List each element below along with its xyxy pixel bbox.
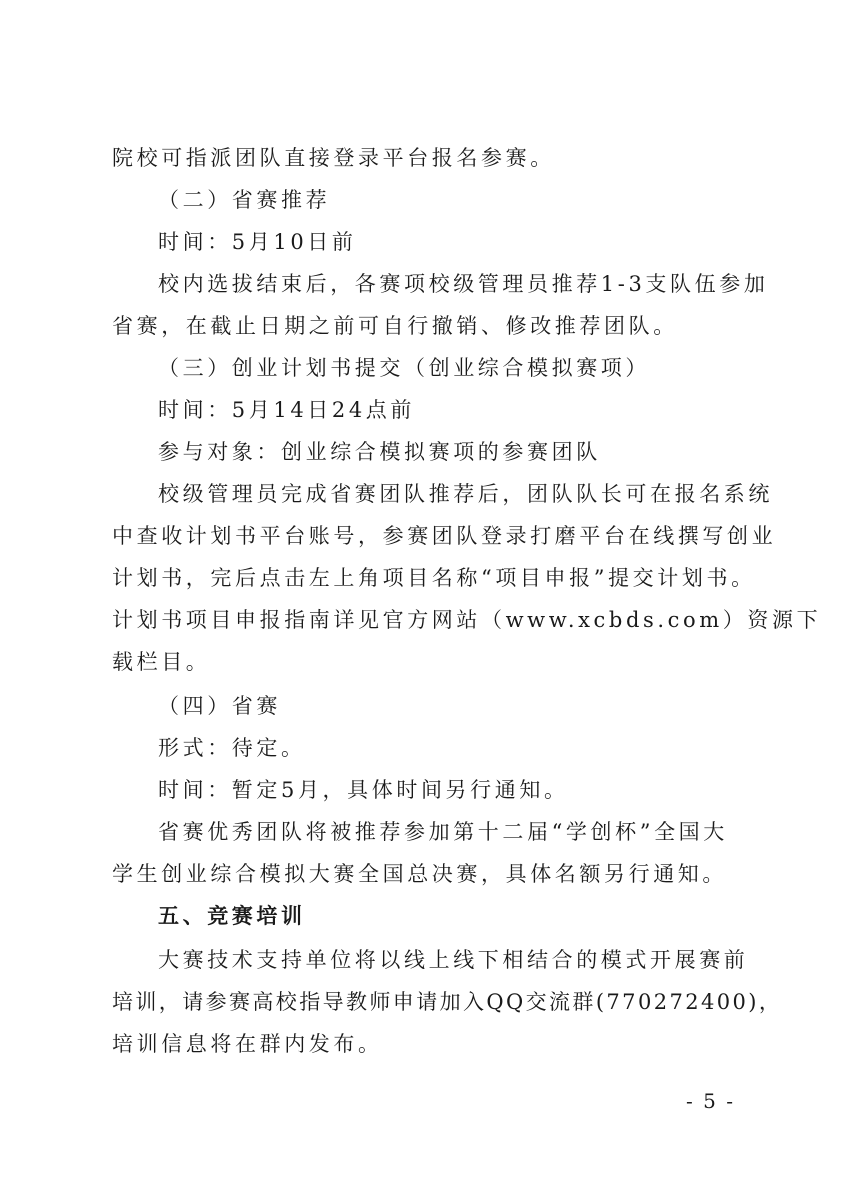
subsection-heading-business-plan-submission: （三）创业计划书提交（创业综合模拟赛项）	[158, 356, 650, 380]
body-text-line: 计划书项目申报指南详见官方网站（www.xcbds.com）资源下	[112, 608, 822, 632]
body-text-line: 校内选拔结束后，各赛项校级管理员推荐1-3支队伍参加	[158, 272, 769, 296]
page-number: - 5 -	[686, 1089, 735, 1113]
body-text-line: 大赛技术支持单位将以线上线下相结合的模式开展赛前	[158, 948, 749, 972]
body-text-line: 载栏目。	[112, 650, 211, 674]
body-text-line: 培训信息将在群内发布。	[112, 1032, 383, 1056]
body-text-line: 学生创业综合模拟大赛全国总决赛，具体名额另行通知。	[112, 862, 727, 886]
body-text-line: 计划书，完后点击左上角项目名称“项目申报”提交计划书。	[112, 566, 756, 590]
body-text-line: 中查收计划书平台账号，参赛团队登录打磨平台在线撰写创业	[112, 524, 777, 548]
subsection-heading-provincial-recommendation: （二）省赛推荐	[158, 188, 331, 212]
body-text-line: 省赛，在截止日期之前可自行撤销、修改推荐团队。	[112, 314, 678, 338]
subsection-heading-provincial-competition: （四）省赛	[158, 694, 281, 718]
body-text-line: 时间：5月14日24点前	[158, 398, 416, 422]
body-text-line: 省赛优秀团队将被推荐参加第十二届“学创杯”全国大	[158, 820, 728, 844]
body-text-line: 校级管理员完成省赛团队推荐后，团队队长可在报名系统	[158, 482, 773, 506]
body-text-line: 院校可指派团队直接登录平台报名参赛。	[112, 146, 555, 170]
body-text-line: 形式：待定。	[158, 736, 306, 760]
body-text-line: 时间：暂定5月，具体时间另行通知。	[158, 778, 569, 802]
body-text-line: 参与对象：创业综合模拟赛项的参赛团队	[158, 440, 601, 464]
body-text-line: 时间：5月10日前	[158, 230, 357, 254]
body-text-line: 培训，请参赛高校指导教师申请加入QQ交流群(770272400)，	[112, 990, 783, 1014]
section-heading-competition-training: 五、竞赛培训	[158, 904, 306, 928]
